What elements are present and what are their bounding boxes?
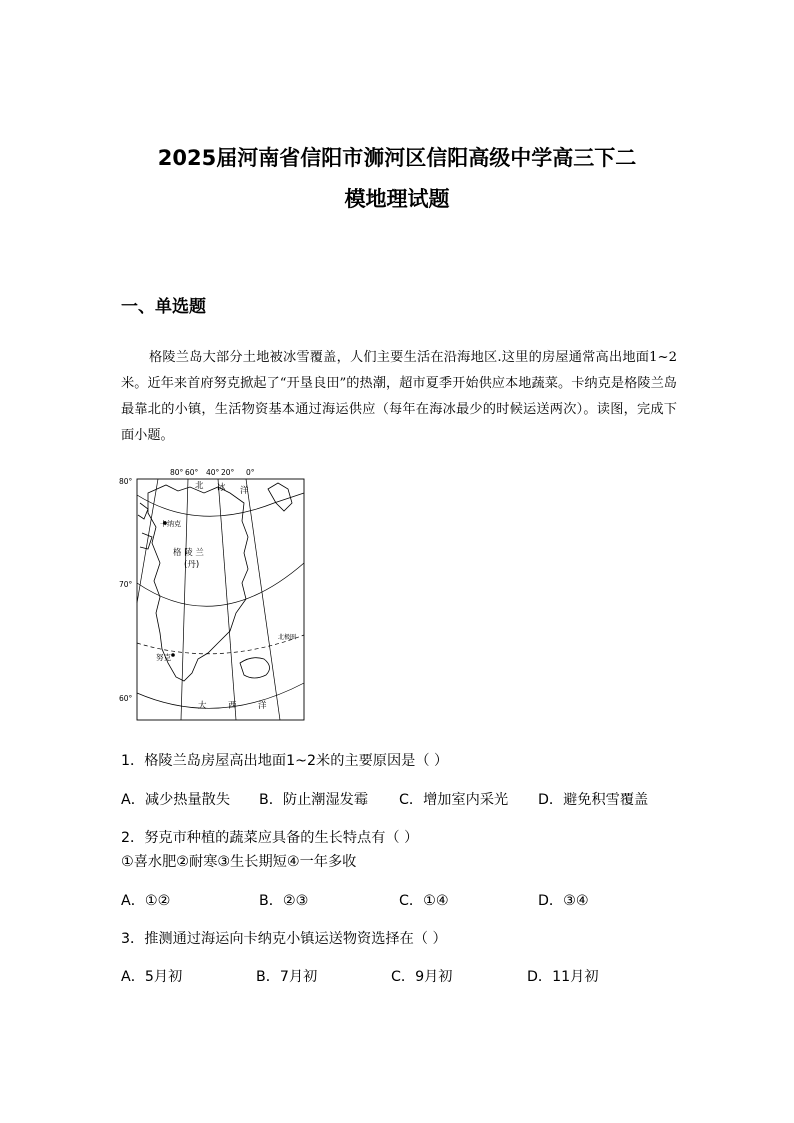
question-1-option-a[interactable]: A．减少热量散失 <box>121 792 231 808</box>
lat-label-70: 70° <box>119 580 133 589</box>
lat-label-80: 80° <box>119 477 133 486</box>
question-3-option-a[interactable]: A．5月初 <box>121 969 183 985</box>
ocean-label-north-2: 冰 <box>217 483 226 493</box>
place-label-greenland: 格 陵 兰 <box>173 548 204 558</box>
lon-label-60: 60° <box>185 468 199 477</box>
lon-label-80: 80° <box>170 468 184 477</box>
arctic-circle-label: 北极圈 <box>278 634 297 641</box>
question-3-option-d[interactable]: D．11月初 <box>527 969 599 985</box>
question-2-option-d[interactable]: D．③④ <box>538 893 589 909</box>
question-1-option-d[interactable]: D．避免积雪覆盖 <box>538 792 649 808</box>
reading-passage: 格陵兰岛大部分土地被冰雪覆盖，人们主要生活在沿海地区.这里的房屋通常高出地面1~2米。近年来首府努克掀起了“开垦良田”的热潮，超市夏季开始供应本地蔬菜。卡纳克是格陵兰岛最靠北的小镇，生活物资基本通过海运供应（每年在海冰最少的时候运送两次）。读图，完成下面小题。 <box>121 350 677 443</box>
question-2-option-a[interactable]: A．①② <box>121 893 171 909</box>
lon-label-40: 40° <box>206 468 220 477</box>
question-3-stem: 3．推测通过海运向卡纳克小镇运送物资选择在（ ） <box>121 931 447 947</box>
question-1-stem: 1．格陵兰岛房屋高出地面1~2米的主要原因是（ ） <box>121 753 449 769</box>
lat-label-60: 60° <box>119 694 133 703</box>
ocean-label-north-1: 北 <box>195 481 204 491</box>
question-2-option-c[interactable]: C．①④ <box>399 893 449 909</box>
question-2-option-b[interactable]: B．②③ <box>259 893 309 909</box>
ocean-label-south-3: 洋 <box>258 701 267 711</box>
ocean-label-south-2: 西 <box>228 701 237 711</box>
ocean-label-north-3: 洋 <box>240 486 249 496</box>
question-1-option-c[interactable]: C．增加室内采光 <box>399 792 509 808</box>
lon-label-0: 0° <box>246 468 255 477</box>
section-heading: 一、单选题 <box>121 297 206 317</box>
question-3-option-b[interactable]: B．7月初 <box>256 969 318 985</box>
page-title-line-1: 2025届河南省信阳市浉河区信阳高级中学高三下二 <box>157 146 637 170</box>
question-2-stem: 2．努克市种植的蔬菜应具备的生长特点有（ ） <box>121 830 419 846</box>
page-title-line-2: 模地理试题 <box>344 187 450 211</box>
lon-label-20: 20° <box>221 468 235 477</box>
ocean-label-south-1: 大 <box>198 701 207 711</box>
place-label-denmark: (丹) <box>184 560 200 570</box>
question-2-choices: ①喜水肥②耐寒③生长期短④一年多收 <box>121 854 357 870</box>
greenland-map <box>118 463 312 723</box>
question-1-option-b[interactable]: B．防止潮湿发霉 <box>259 792 369 808</box>
question-3-option-c[interactable]: C．9月初 <box>391 969 453 985</box>
place-label-kanak: 卡纳克 <box>160 520 181 528</box>
place-label-nuuk: 努克 <box>156 653 171 662</box>
